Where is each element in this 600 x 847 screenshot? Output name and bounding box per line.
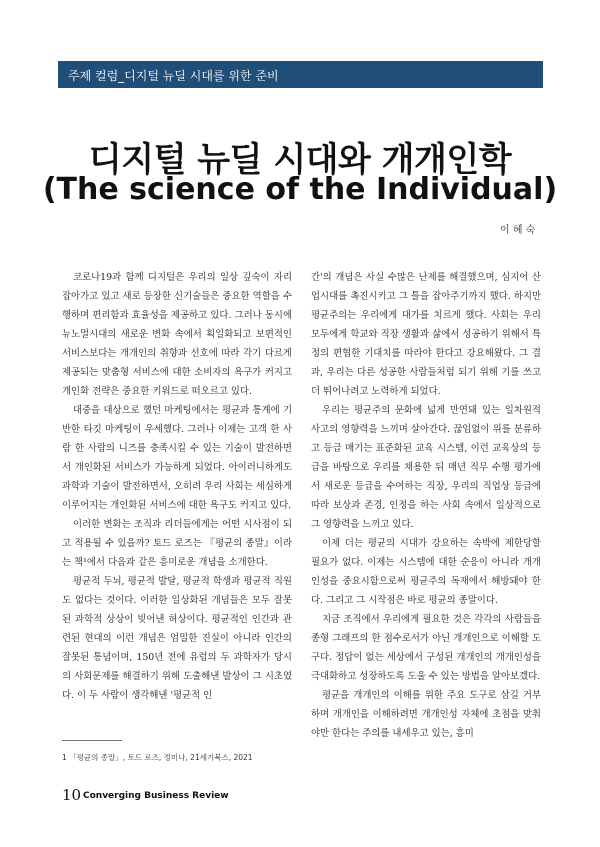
section-banner-label: 주제 컬럼_디지털 뉴딜 시대를 위한 준비	[68, 69, 279, 83]
body-paragraph-continued: 간'의 개념은 사실 수많은 난제를 해결했으며, 심지어 산업시대를 촉진시키고 그 틀을 잡아주기까지 했다. 하지만 평균주의는 우리에게 대가를 치르게 했다. 사회는 우리 모두에게 학교와 직장 생활과 삶에서 성공하기 위해서 특정의 편협한 기대치를 따라야 한다고 강요해왔다. 그 결과, 우리는 다른 성공한 사람들처럼 되기 위해 기를 쓰고 더 뛰어나려고 노력하게 되었다.	[311, 272, 541, 397]
body-paragraph: 평균적 두뇌, 평균적 발달, 평균적 학생과 평균적 직원도 없다는 것이다. 이러한 일상화된 개념들은 모두 잘못된 과학적 상상이 빚어낸 허상이다. 평균적인 인간과 관련된 현대의 이런 개념은 엄밀한 진실이 아니라 인간의 잘못된 통념이며, 150년 전에 유럽의 두 과학자가 당시의 사회문제를 해결하기 위해 도출해낸 발상이 그 시초였다. 이 두 사람이 생각해낸 '평균적 인	[62, 576, 292, 701]
footnote-divider	[62, 740, 122, 741]
body-column-left	[62, 268, 292, 705]
body-paragraph: 이러한 변화는 조직과 리더들에게는 어떤 시사점이 되고 적용될 수 있을까? 토드 로즈는 『평균의 종말』이라는 책¹에서 다음과 같은 흥미로운 개념을 소개한다.	[62, 519, 292, 568]
footnote: 1 「평균의 종말」, 토드 로즈, 정미나, 21세기북스, 2021	[62, 753, 253, 762]
page-number: 10	[62, 786, 82, 804]
journal-name: Converging Business Review	[83, 791, 229, 801]
body-paragraph: 우리는 평균주의 문화에 넓게 만연돼 있는 일차원적 사고의 영향력을 느끼며 살아간다. 끊임없이 위를 분류하고 등급 매기는 표준화된 교육 시스템, 이런 교육상의 등급을 바탕으로 우리를 채용한 뒤 매년 직무 수행 평가에서 새로운 등급을 수여하는 직장, 우리의 직업상 등급에 따라 보상과 존경, 인정을 하는 사회 속에서 일상적으로 그 영향력을 느끼고 있다.	[311, 405, 541, 530]
body-paragraph: 지금 조직에서 우리에게 필요한 것은 각각의 사람들을 종형 그래프의 한 점수로서가 아닌 개개인으로 이해할 도구다. 정답이 없는 세상에서 구성된 개개인의 개개인성을 극대화하고 성장하도록 도울 수 있는 방법을 알아보겠다.	[311, 614, 541, 682]
body-paragraph: 코로나19과 함께 디지털은 우리의 일상 깊숙이 자리 잡아가고 있고 새로 등장한 신기술들은 중요한 역할을 수행하며 편리함과 효율성을 제공하고 있다. 그러나 동시에 뉴노멀시대의 새로운 변화 속에서 획일화되고 보편적인 서비스보다는 개개인의 취향과 선호에 따라 각기 다르게 제공되는 맞춤형 서비스에 대한 소비자의 욕구가 커지고 개인화 전략은 중요한 키워드로 떠오르고 있다.	[62, 272, 292, 397]
body-paragraph: 평균을 개개인의 이해를 위한 주요 도구로 삼길 거부하며 개개인을 이해하려면 개개인성 자체에 초점을 맞춰야만 한다는 주의를 내세우고 있는, 흥미	[311, 690, 541, 739]
article-title-english: (The science of the Individual)	[42, 172, 558, 207]
body-column-right	[311, 268, 541, 743]
author-name: 이 혜 숙	[500, 225, 536, 236]
section-banner	[58, 61, 543, 88]
article-title-korean: 디지털 뉴딜 시대와 개개인학	[88, 140, 512, 180]
body-paragraph: 대중을 대상으로 했던 마케팅에서는 평균과 통계에 기반한 타깃 마케팅이 우세했다. 그러나 이제는 고객 한 사람 한 사람의 니즈를 충족시킬 수 있는 기술이 발전하면서 개인화된 서비스가 가능하게 되었다. 아이러니하게도 과학과 기술이 발전하면서, 오히려 우리 사회는 세심하게 이루어지는 개인화된 서비스에 대한 욕구도 커지고 있다.	[62, 405, 292, 511]
body-paragraph: 이제 더는 평균의 시대가 강요하는 속박에 제한당할 필요가 없다. 이제는 시스템에 대한 순응이 아니라 개개인성을 중요시함으로써 평균주의 독재에서 해방돼야 한다. 그리고 그 시작점은 바로 평균의 종말이다.	[311, 538, 541, 606]
